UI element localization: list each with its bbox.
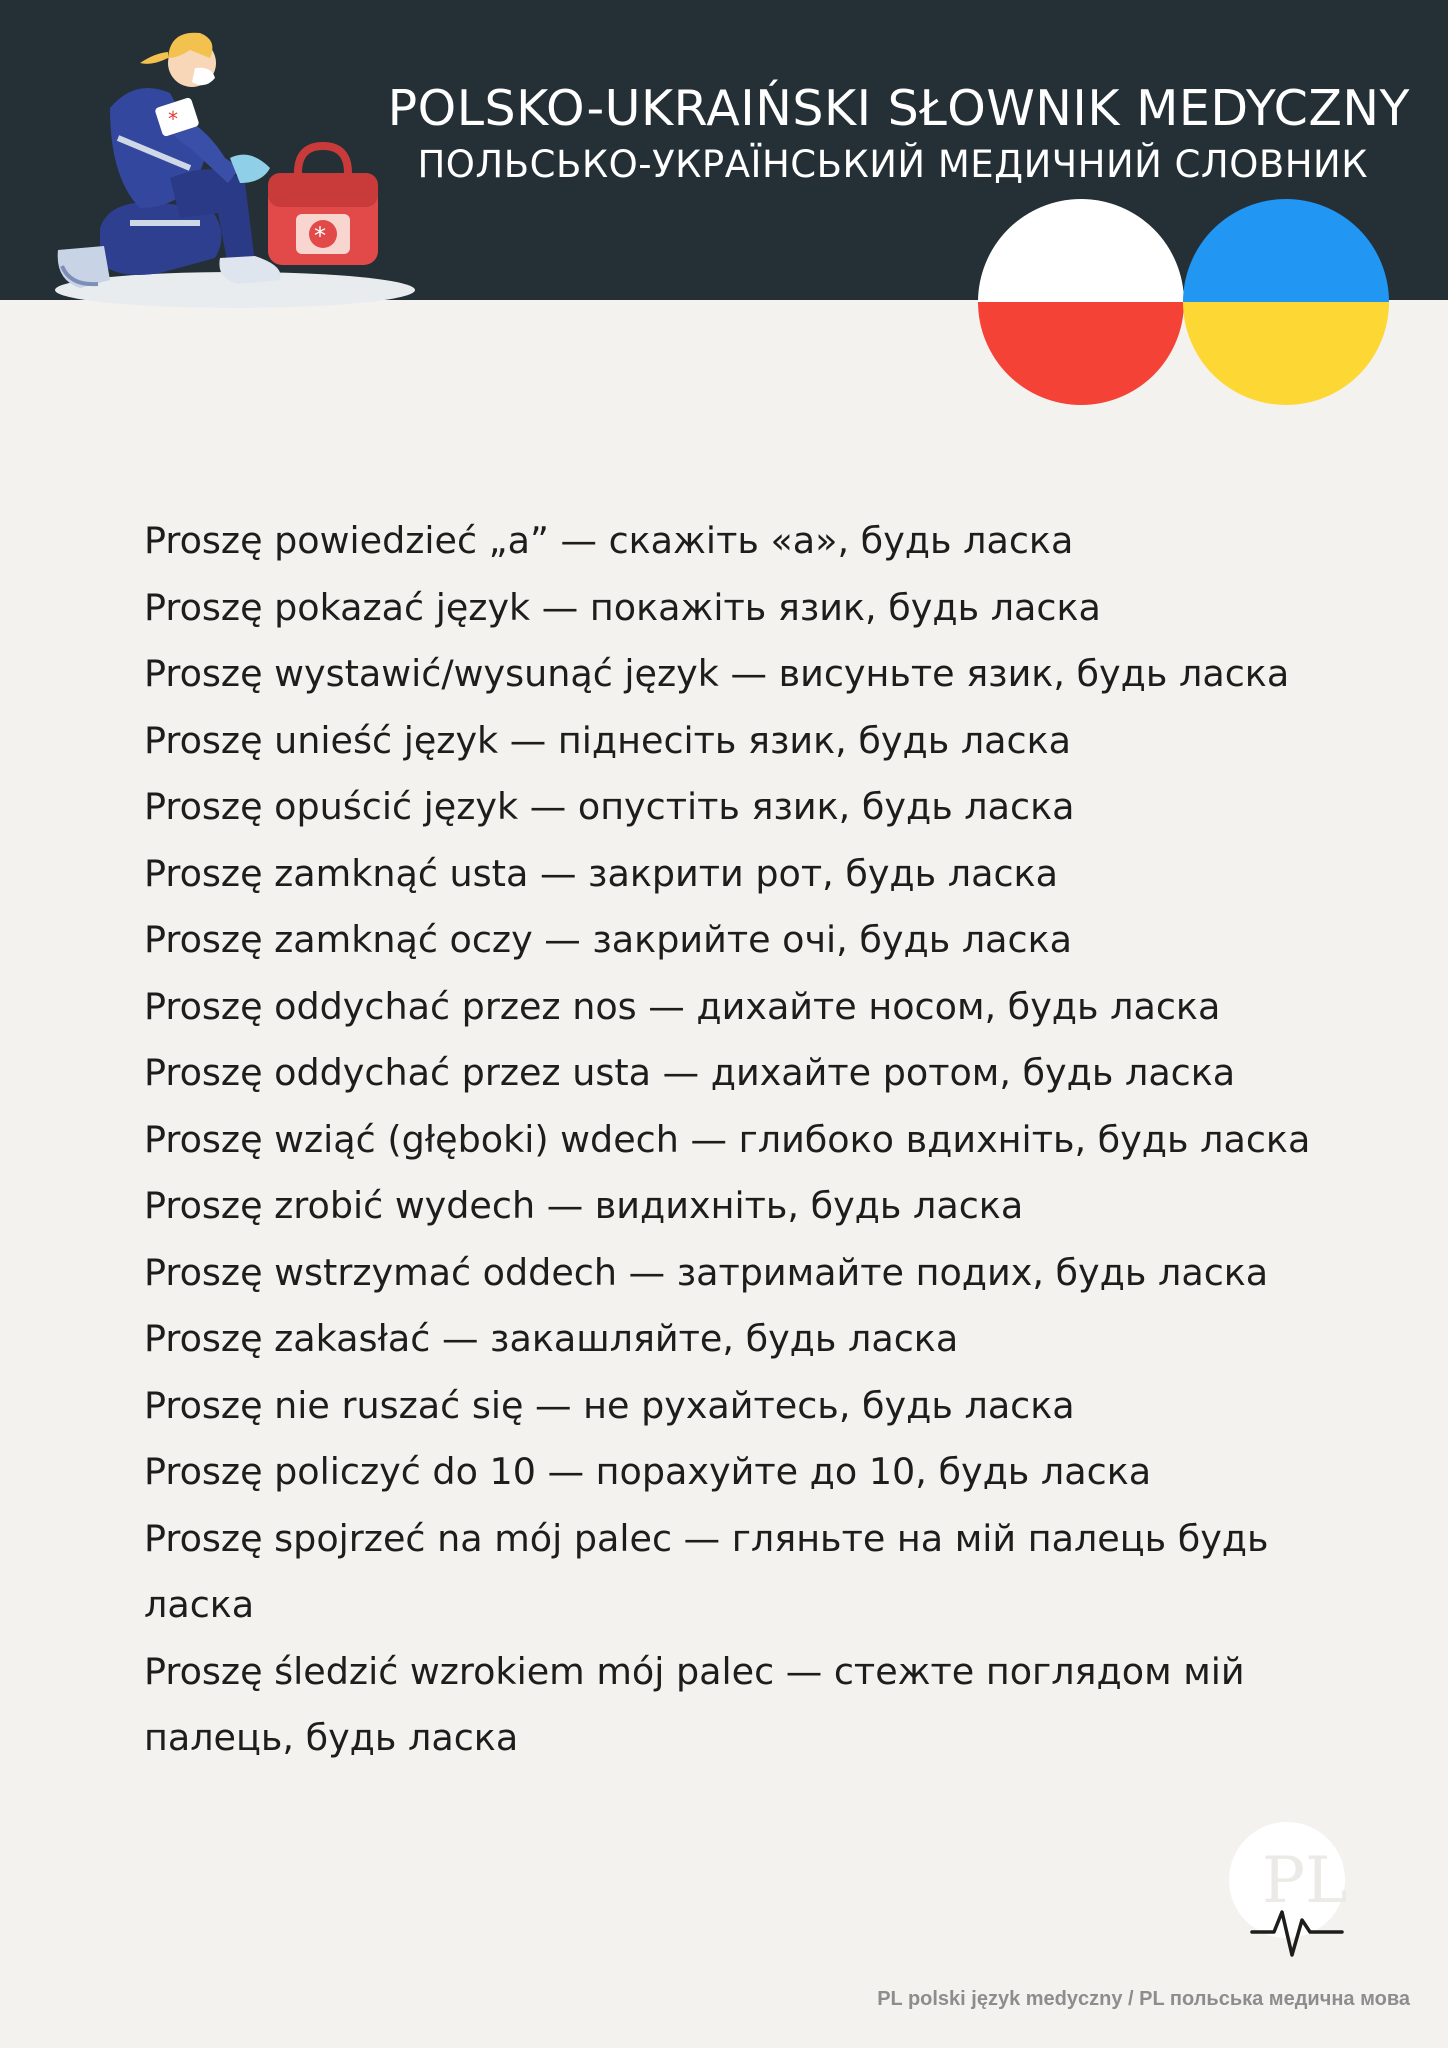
- phrase-item: Proszę spojrzeć na mój palec — гляньте на мій палець будь ласка: [144, 1516, 1269, 1626]
- phrase-item: Proszę oddychać przez usta — дихайте ротом, будь ласка: [144, 1051, 1236, 1094]
- title-ukrainian: ПОЛЬСЬКО-УКРАЇНСЬКИЙ МЕДИЧНИЙ СЛОВНИК: [417, 143, 1368, 186]
- phrase-item: Proszę nie ruszać się — не рухайтесь, будь ласка: [144, 1383, 1075, 1427]
- ukraine-flag-icon: [1183, 199, 1389, 405]
- svg-text:*: *: [314, 222, 326, 250]
- title-polish: POLSKO-UKRAIŃSKI SŁOWNIK MEDYCZNY: [387, 80, 1410, 137]
- poland-flag-top: [978, 199, 1184, 302]
- poland-flag-bottom: [978, 302, 1184, 405]
- phrase-item: Proszę zamknąć usta — закрити рот, будь ласка: [144, 851, 1058, 895]
- ukraine-flag-top: [1183, 199, 1389, 302]
- ukraine-flag-bottom: [1183, 302, 1389, 405]
- phrase-item: Proszę unieść język — піднесіть язик, будь ласка: [144, 718, 1072, 762]
- phrase-item: Proszę zakasłać — закашляйте, будь ласка: [144, 1317, 959, 1360]
- phrase-item: Proszę wziąć (głęboki) wdech — глибоко вдихніть, будь ласка: [144, 1117, 1311, 1161]
- phrase-item: Proszę zrobić wydech — видихніть, будь ласка: [144, 1184, 1024, 1227]
- paramedic-kneeling-with-first-aid-bag-icon: [40, 18, 420, 310]
- poland-flag-icon: [978, 199, 1184, 405]
- phrase-item: Proszę pokazać język — покажіть язик, будь ласка: [144, 585, 1101, 629]
- phrase-item: Proszę wstrzymać oddech — затримайте подих, будь ласка: [144, 1250, 1269, 1294]
- phrase-item: Proszę wystawić/wysunąć język — висуньте язик, будь ласка: [144, 652, 1290, 695]
- pl-heartbeat-logo-icon: [1212, 1820, 1362, 1970]
- phrase-item: Proszę oddychać przez nos — дихайте носом, будь ласка: [144, 984, 1221, 1028]
- phrase-item: Proszę opuścić język — опустіть язик, будь ласка: [144, 785, 1075, 828]
- phrase-item: Proszę śledzić wzrokiem mój palec — стежте поглядом мій палець, будь ласка: [144, 1649, 1245, 1759]
- phrase-list: [144, 508, 1324, 1772]
- footer-caption: PL polski język medyczny / PL польська медична мова: [877, 1988, 1410, 2010]
- phrase-item: Proszę zamknąć oczy — закрийте очі, будь ласка: [144, 918, 1073, 961]
- logo-letters: PL: [1262, 1844, 1348, 1918]
- phrase-item: Proszę powiedzieć „a” — скажіть «а», будь ласка: [144, 519, 1074, 562]
- svg-text:*: *: [168, 107, 178, 131]
- phrase-item: Proszę policzyć do 10 — порахуйте до 10, будь ласка: [144, 1450, 1152, 1493]
